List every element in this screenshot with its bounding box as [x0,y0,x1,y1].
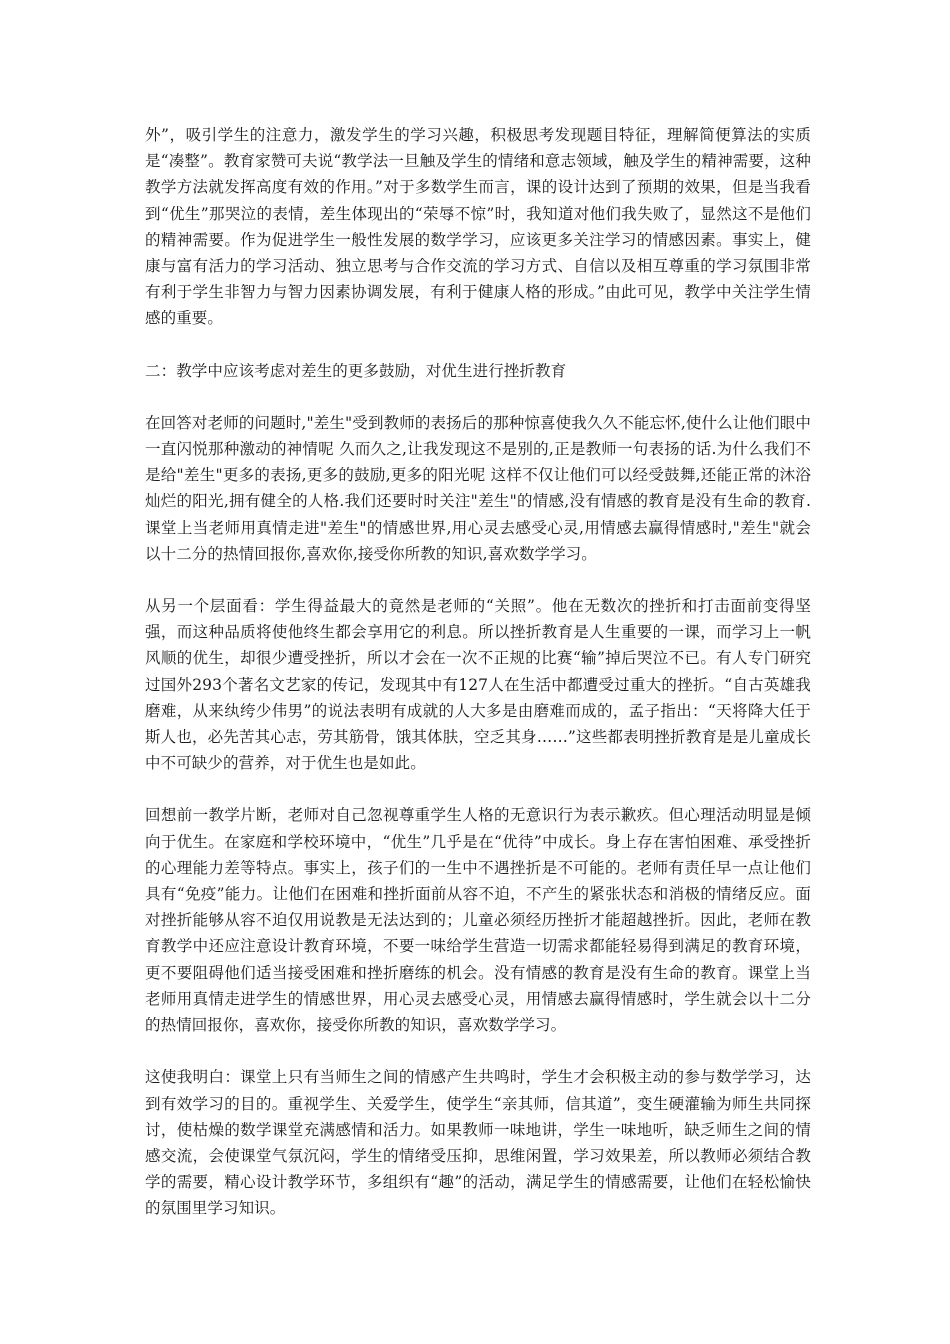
paragraph-teaching-reflection: 回想前一教学片断，老师对自己忽视尊重学生人格的无意识行为表示歉疚。但心理活动明显是倾向于优生。在家庭和学校环境中，“优生”几乎是在“优待”中成长。身上存在害怕困难、承受挫折的心理能力差等特点。事实上，孩子们的一生中不遇挫折是不可能的。老师有责任早一点让他们具有“免疫”能力。让他们在困难和挫折面前从容不迫，不产生的紧张状态和消极的情绪反应。面对挫折能够从容不迫仅用说教是无法达到的；儿童必须经历挫折才能超越挫折。因此，老师在教育教学中还应注意设计教育环境，不要一味给学生营造一切需求都能轻易得到满足的教育环境，更不要阻碍他们适当接受困难和挫折磨练的机会。没有情感的教育是没有生命的教育。课堂上当老师用真情走进学生的情感世界，用心灵去感受心灵，用情感去赢得情感时，学生就会以十二分的热情回报你，喜欢你，接受你所教的知识，喜欢数学学习。 [145,806,811,1035]
paragraph-intro-continuation: 外”，吸引学生的注意力，激发学生的学习兴趣，积极思考发现题目特征，理解简便算法的实质是“凑整”。教育家赞可夫说“教学法一旦触及学生的情绪和意志领域，触及学生的精神需要，这种教学方法就发挥高度有效的作用。”对于多数学生而言，课的设计达到了预期的效果，但是当我看到“优生”那哭泣的表情，差生体现出的“荣辱不惊”时，我知道对他们我失败了，显然这不是他们的精神需要。作为促进学生一般性发展的数学学习，应该更多关注学习的情感因素。事实上，健康与富有活力的学习活动、独立思考与合作交流的学习方式、自信以及相互尊重的学习氛围非常有利于学生非智力与智力因素协调发展，有利于健康人格的形成。”由此可见，教学中关注学生情感的重要。 [145,126,811,328]
section-heading-two: 二：教学中应该考虑对差生的更多鼓励，对优生进行挫折教育 [145,361,567,380]
document-page [145,122,811,1248]
paragraph-frustration-education: 从另一个层面看：学生得益最大的竟然是老师的“关照”。他在无数次的挫折和打击面前变得坚强，而这种品质将使他终生都会享用它的利息。所以挫折教育是人生重要的一课，而学习上一帆风顺的优生，却很少遭受挫折，所以才会在一次不正规的比赛“输”掉后哭泣不已。有人专门研究过国外293个著名文艺家的传记，发现其中有127人在生活中都遭受过重大的挫折。“自古英雄我磨难，从来纨绔少伟男”的说法表明有成就的人大多是由磨难而成的，孟子指出：“天将降大任于斯人也，必先苦其心志，劳其筋骨，饿其体肤，空乏其身……”这些都表明挫折教育是是儿童成长中不可缺少的营养，对于优生也是如此。 [145,597,811,773]
paragraph-praise-weak-students: 在回答对老师的问题时,"差生"受到教师的表扬后的那种惊喜使我久久不能忘怀,使什么让他们眼中一直闪悦那种激动的神情呢 久而久之,让我发现这不是别的,正是教师一句表扬的话.为什么我们不是给"差生"更多的表扬,更多的鼓励,更多的阳光呢 这样不仅让他们可以经受鼓舞,还能正常的沐浴灿烂的阳光,拥有健全的人格.我们还要时时关注"差生"的情感,没有情感的教育是没有生命的教育.课堂上当老师用真情走进"差生"的情感世界,用心灵去感受心灵,用情感去赢得情感时,"差生"就会以十二分的热情回报你,喜欢你,接受你所教的知识,喜欢数学学习。 [145,413,811,563]
paragraph-conclusion: 这使我明白：课堂上只有当师生之间的情感产生共鸣时，学生才会积极主动的参与数学学习，达到有效学习的目的。重视学生、关爱学生，使学生“亲其师，信其道”，变生硬灌输为师生共同探讨，使枯燥的数学课堂充满感情和活力。如果教师一味地讲，学生一味地听，缺乏师生之间的情感交流，会使课堂气氛沉闷，学生的情绪受压抑，思维闲置，学习效果差，所以教师必须结合教学的需要，精心设计教学环节，多组织有“趣”的活动，满足学生的情感需要，让他们在轻松愉快的氛围里学习知识。 [145,1068,811,1218]
